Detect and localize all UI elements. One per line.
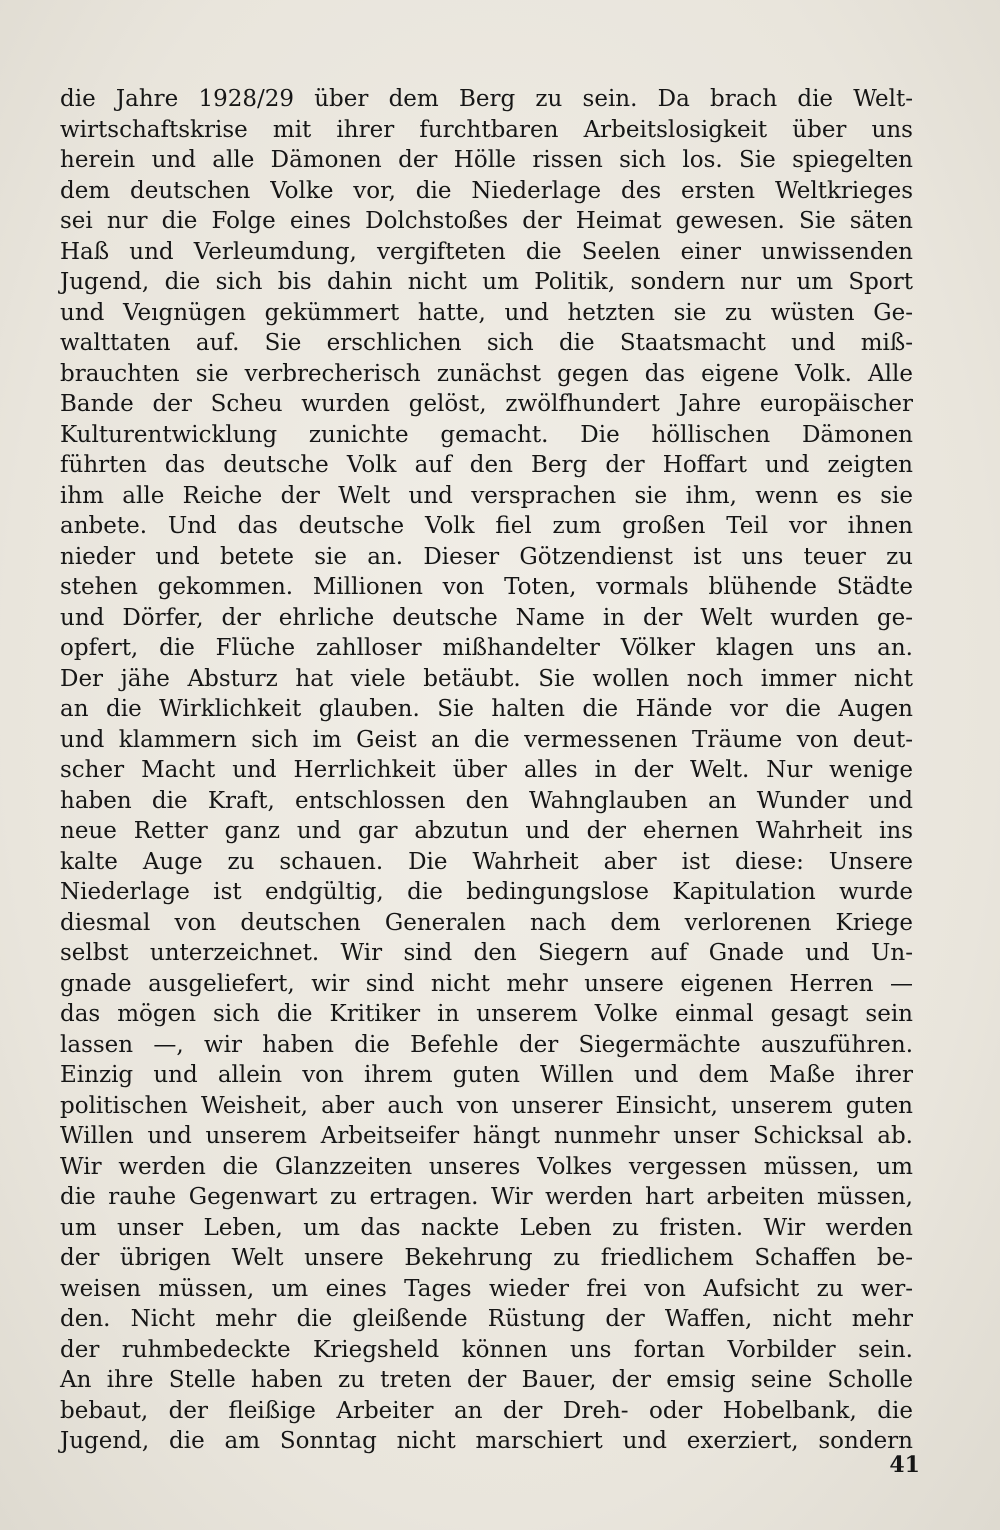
text-line: brauchten sie verbrecherisch zunächst gegen das eigene Volk. Alle (60, 360, 913, 387)
text-line: nieder und betete sie an. Dieser Götzendienst ist uns teuer zu (60, 543, 913, 570)
text-line: um unser Leben, um das nackte Leben zu fristen. Wir werden (60, 1214, 913, 1241)
text-line: gnade ausgeliefert, wir sind nicht mehr unsere eigenen Herren — (60, 970, 913, 997)
text-line: anbete. Und das deutsche Volk fiel zum großen Teil vor ihnen (60, 513, 913, 539)
text-line: die rauhe Gegenwart zu ertragen. Wir werden hart arbeiten müssen, (60, 1184, 913, 1210)
page-number: 41 (889, 1452, 920, 1478)
text-line: lassen —, wir haben die Befehle der Siegermächte auszuführen. (60, 1031, 913, 1058)
text-line: diesmal von deutschen Generalen nach dem verlorenen Kriege (60, 909, 913, 936)
text-line: und Dörfer, der ehrliche deutsche Name in der Welt wurden ge- (60, 604, 913, 631)
text-line: und Veıgnügen gekümmert hatte, und hetzten sie zu wüsten Ge- (60, 299, 913, 326)
text-line: sei nur die Folge eines Dolchstoßes der Heimat gewesen. Sie säten (60, 208, 913, 234)
text-line: stehen gekommen. Millionen von Toten, vormals blühende Städte (60, 574, 913, 600)
text-line: Wir werden die Glanzzeiten unseres Volkes vergessen müssen, um (60, 1153, 913, 1180)
text-line: das mögen sich die Kritiker in unserem Volke einmal gesagt sein (60, 1001, 913, 1027)
text-line: Willen und unserem Arbeitseifer hängt nunmehr unser Schicksal ab. (60, 1123, 913, 1149)
text-line: der übrigen Welt unsere Bekehrung zu friedlichem Schaffen be- (60, 1245, 913, 1271)
text-line: opfert, die Flüche zahlloser mißhandelter Völker klagen uns an. (60, 635, 913, 661)
text-line: Haß und Verleumdung, vergifteten die Seelen einer unwissenden (60, 238, 913, 265)
text-line: walttaten auf. Sie erschlichen sich die Staatsmacht und miß- (60, 330, 913, 356)
text-line: bebaut, der fleißige Arbeiter an der Dreh- oder Hobelbank, die (60, 1397, 913, 1424)
text-line: scher Macht und Herrlichkeit über alles in der Welt. Nur wenige (60, 757, 913, 783)
text-line: politischen Weisheit, aber auch von unserer Einsicht, unserem guten (60, 1092, 913, 1119)
text-line: herein und alle Dämonen der Hölle rissen sich los. Sie spiegelten (60, 147, 913, 173)
text-line: dem deutschen Volke vor, die Niederlage des ersten Weltkrieges (60, 177, 913, 204)
text-line: Bande der Scheu wurden gelöst, zwölfhundert Jahre europäischer (60, 391, 913, 417)
text-line: Einzig und allein von ihrem guten Willen und dem Maße ihrer (60, 1062, 913, 1088)
body-text (60, 84, 913, 1457)
text-line: Kulturentwicklung zunichte gemacht. Die höllischen Dämonen (60, 421, 913, 448)
text-line: Jugend, die sich bis dahin nicht um Politik, sondern nur um Sport (60, 269, 913, 295)
text-line: weisen müssen, um eines Tages wieder frei von Aufsicht zu wer- (60, 1275, 913, 1302)
text-line: den. Nicht mehr die gleißende Rüstung der Waffen, nicht mehr (60, 1306, 913, 1332)
text-line: Jugend, die am Sonntag nicht marschiert und exerziert, sondern (60, 1428, 913, 1454)
text-line: wirtschaftskrise mit ihrer furchtbaren Arbeitslosigkeit über uns (60, 116, 913, 143)
text-line: kalte Auge zu schauen. Die Wahrheit aber ist diese: Unsere (60, 848, 913, 875)
text-line: Niederlage ist endgültig, die bedingungslose Kapitulation wurde (60, 879, 913, 905)
text-line: selbst unterzeichnet. Wir sind den Siegern auf Gnade und Un- (60, 940, 913, 966)
text-line: Der jähe Absturz hat viele betäubt. Sie wollen noch immer nicht (60, 665, 913, 692)
text-line: an die Wirklichkeit glauben. Sie halten die Hände vor die Augen (60, 696, 913, 722)
text-line: An ihre Stelle haben zu treten der Bauer, der emsig seine Scholle (60, 1367, 913, 1393)
text-line: die Jahre 1928/29 über dem Berg zu sein. Da brach die Welt- (60, 86, 913, 112)
text-line: und klammern sich im Geist an die vermessenen Träume von deut- (60, 726, 913, 753)
text-line: der ruhmbedeckte Kriegsheld können uns fortan Vorbilder sein. (60, 1336, 913, 1363)
text-line: haben die Kraft, entschlossen den Wahnglauben an Wunder und (60, 787, 913, 814)
text-line: ihm alle Reiche der Welt und versprachen sie ihm, wenn es sie (60, 482, 913, 509)
text-line: führten das deutsche Volk auf den Berg der Hoffart und zeigten (60, 452, 913, 478)
text-line: neue Retter ganz und gar abzutun und der ehernen Wahrheit ins (60, 818, 913, 844)
